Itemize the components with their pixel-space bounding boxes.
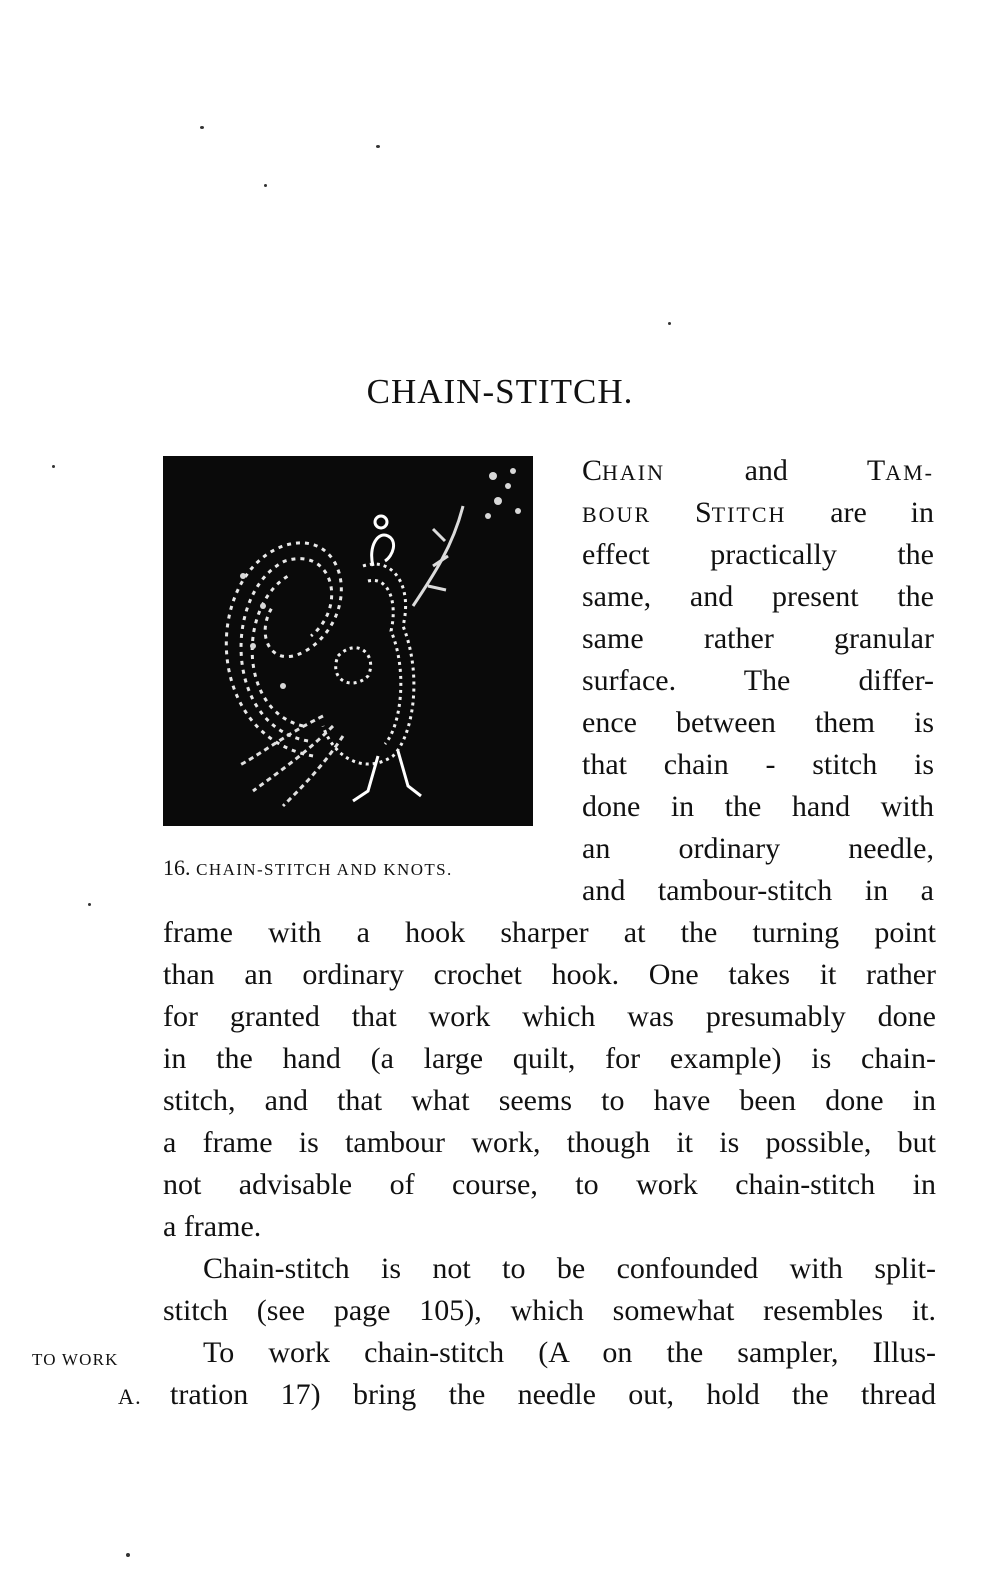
text-line: Chain-stitch is not to be confounded with split- [203, 1252, 936, 1285]
small-caps: HAIN [602, 460, 666, 485]
caption-number: 16. [163, 855, 191, 880]
text-line: surface. The differ- [582, 664, 934, 697]
text-line: To work chain-stitch (A on the sampler, Illus- [203, 1336, 936, 1369]
words: are in [830, 496, 935, 529]
scan-speck [126, 1553, 130, 1557]
small-caps: AM- [885, 460, 934, 485]
scan-speck [668, 322, 671, 325]
scan-speck [52, 465, 55, 468]
embroidered-bird-icon [163, 456, 533, 826]
small-caps: BOUR [582, 502, 652, 527]
text-line: that chain - stitch is [582, 748, 934, 781]
text-line: same, and present the [582, 580, 934, 613]
cap: S [694, 496, 712, 529]
drop-cap: C [582, 454, 603, 487]
word: and [744, 454, 788, 487]
scan-speck [376, 145, 380, 148]
text-line: same rather granular [582, 622, 934, 655]
text-line: effect practically the [582, 538, 934, 571]
text-line: in the hand (a large quilt, for example) is chain- [163, 1042, 936, 1075]
text-line: a frame is tambour work, though it is possible, but [163, 1126, 936, 1159]
text-line: a frame. [163, 1210, 262, 1243]
small-caps: TITCH [711, 502, 787, 527]
text-line: not advisable of course, to work chain-stitch in [163, 1168, 936, 1201]
scan-speck [200, 126, 204, 129]
text-line: done in the hand with [582, 790, 934, 823]
text-line: and tambour-stitch in a [582, 874, 934, 907]
text-line: frame with a hook sharper at the turning point [163, 916, 936, 949]
text-line [582, 450, 934, 492]
scan-speck [264, 184, 267, 187]
text-line: an ordinary needle, [582, 832, 934, 865]
margin-note-letter: A. [118, 1384, 142, 1409]
scan-speck [88, 903, 91, 906]
text-line [582, 492, 934, 534]
text-line: tration 17) bring the needle out, hold the thread [170, 1378, 936, 1411]
text-line: stitch, and that what seems to have been done in [163, 1084, 936, 1117]
text-line: ence between them is [582, 706, 934, 739]
text-line: for granted that work which was presumably done [163, 1000, 936, 1033]
cap: T [866, 454, 886, 487]
text-line: than an ordinary crochet hook. One takes it rather [163, 958, 936, 991]
figure-caption [163, 855, 553, 881]
margin-note-label: TO WORK [32, 1350, 119, 1369]
figure-chain-stitch-bird [163, 456, 533, 826]
text-line: stitch (see page 105), which somewhat resembles it. [163, 1294, 936, 1327]
page-title: CHAIN-STITCH. [366, 372, 634, 411]
caption-text: CHAIN-STITCH AND KNOTS. [196, 860, 453, 879]
